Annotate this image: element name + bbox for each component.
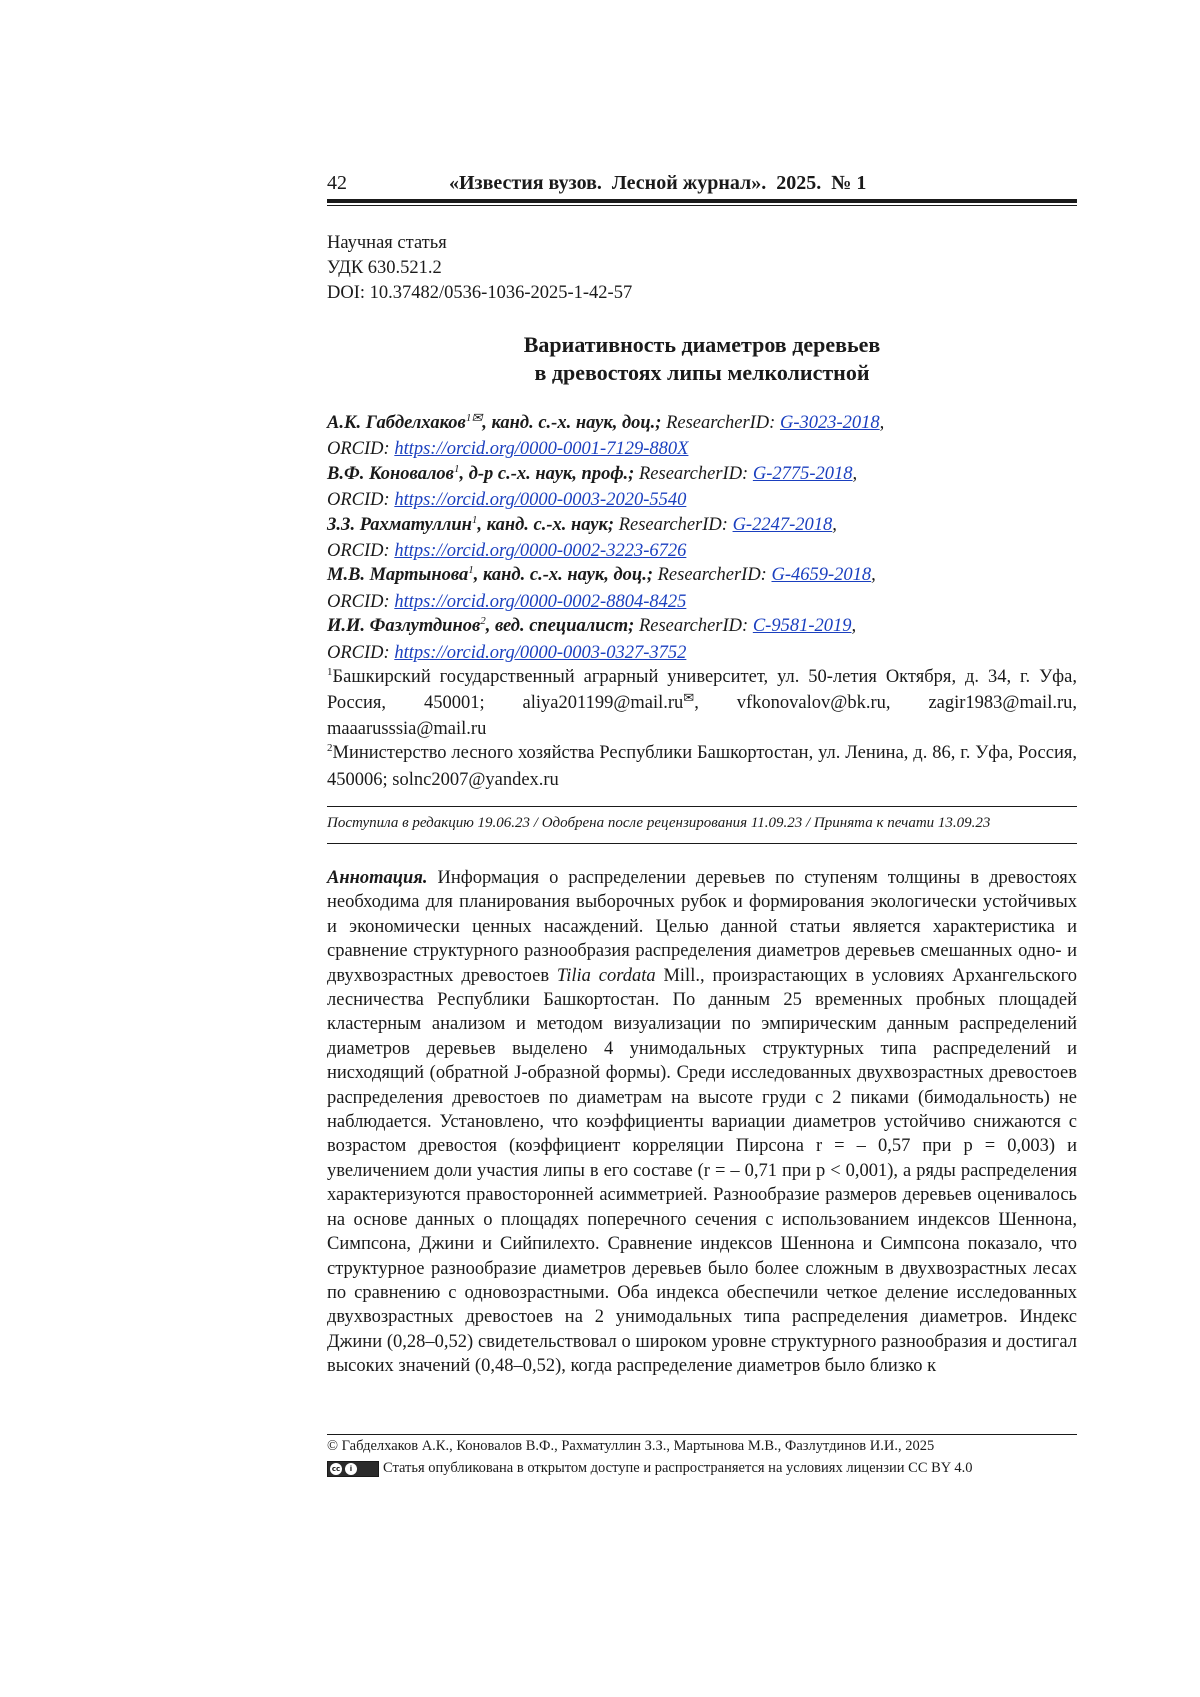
cc-by-icon: cc i — [327, 1461, 379, 1477]
species-name: Tilia cordata — [557, 966, 656, 986]
header-rule-thick — [327, 199, 1077, 203]
affiliation-emails: , vfkonovalov@bk.ru, zagir1983@mail.ru, maaarusssia@mail.ru — [327, 693, 1077, 738]
orcid-label: ORCID: — [327, 592, 394, 612]
affiliation-mark: 1 — [468, 564, 474, 576]
running-header — [327, 172, 1077, 198]
orcid-label: ORCID: — [327, 643, 394, 663]
envelope-icon: ✉ — [683, 690, 694, 705]
researcherid-link[interactable]: G-2775-2018 — [753, 464, 853, 484]
author-line: И.И. Фазлутдинов2, вед. специалист; ResearcherID: C-9581-2019, — [327, 614, 1077, 640]
affiliation-mark: 1 — [327, 666, 333, 678]
researcherid-label: ResearcherID: — [634, 616, 753, 636]
orcid-link[interactable]: https://orcid.org/0000-0002-3223-6726 — [394, 541, 686, 561]
orcid-link[interactable]: https://orcid.org/0000-0002-8804-8425 — [394, 592, 686, 612]
affiliation-mark: 1 — [454, 463, 460, 475]
orcid-line — [327, 437, 1077, 461]
author-line: В.Ф. Коновалов1, д-р с.-х. наук, проф.; ResearcherID: G-2775-2018, — [327, 462, 1077, 488]
title-line-1: Вариативность диаметров деревьев — [327, 331, 1077, 359]
orcid-line — [327, 488, 1077, 512]
abstract-text: Информация о распределении деревьев по ступеням толщины в древостоях необходима для планирования выборочных рубок и формирования экологически устойчивых и экономически ценных насаждений. Целью данной статьи является характеристика и сравнение структурного разнообразия распределения диаметров деревьев смешанных одно- и двухвозрастных древостоев — [327, 868, 1077, 986]
doi: DOI: 10.37482/0536-1036-2025-1-42-57 — [327, 281, 632, 306]
affiliation-text: Башкирский государственный аграрный университет, ул. 50-летия Октября, д. 34, г. Уфа, Россия, 450001; aliya201199@mail.ru — [327, 667, 1077, 713]
author-line: А.К. Габделхаков1✉, канд. с.-х. наук, доц.; ResearcherID: G-3023-2018, — [327, 411, 1077, 437]
page-number: 42 — [327, 172, 347, 195]
researcherid-link[interactable]: C-9581-2019 — [753, 616, 852, 636]
header-rule-thin — [327, 205, 1077, 206]
author-name: З.З. Рахматуллин — [327, 515, 472, 535]
article-meta — [327, 231, 632, 306]
authors-block — [327, 411, 1077, 792]
researcherid-label: ResearcherID: — [653, 565, 772, 585]
researcherid-link[interactable]: G-2247-2018 — [733, 515, 833, 535]
abstract-label: Аннотация. — [327, 868, 428, 888]
author-line: М.В. Мартынова1, канд. с.-х. наук, доц.; ResearcherID: G-4659-2018, — [327, 563, 1077, 589]
author-name: А.К. Габделхаков — [327, 413, 466, 433]
journal-title: «Известия вузов. Лесной журнал». 2025. № 1 — [449, 172, 866, 195]
author-degree: , канд. с.-х. наук, доц.; — [474, 565, 653, 585]
license-line — [327, 1460, 972, 1477]
envelope-icon: ✉ — [471, 410, 482, 425]
researcherid-label: ResearcherID: — [661, 413, 780, 433]
author-degree: , вед. специалист; — [486, 616, 635, 636]
affiliation-1 — [327, 665, 1077, 741]
author-line: З.З. Рахматуллин1, канд. с.-х. наук; ResearcherID: G-2247-2018, — [327, 513, 1077, 539]
abstract — [327, 866, 1077, 1379]
footer-rule — [327, 1434, 1077, 1435]
researcherid-link[interactable]: G-3023-2018 — [780, 413, 880, 433]
orcid-line — [327, 590, 1077, 614]
article-title — [327, 331, 1077, 387]
title-line-2: в древостоях липы мелколистной — [327, 359, 1077, 387]
article-type: Научная статья — [327, 231, 632, 256]
author-degree: , канд. с.-х. наук, доц.; — [482, 413, 661, 433]
author-degree: , канд. с.-х. наук; — [477, 515, 614, 535]
udc-code: УДК 630.521.2 — [327, 256, 632, 281]
affiliation-mark: 1 — [472, 514, 478, 526]
affiliation-mark: 2 — [480, 615, 486, 627]
orcid-line — [327, 641, 1077, 665]
affiliation-2 — [327, 741, 1077, 792]
orcid-label: ORCID: — [327, 490, 394, 510]
affiliation-text: Министерство лесного хозяйства Республики Башкортостан, ул. Ленина, д. 86, г. Уфа, Россия, 450006; solnc2007@yandex.ru — [327, 743, 1077, 789]
submission-dates: Поступила в редакцию 19.06.23 / Одобрена после рецензирования 11.09.23 / Принята к печати 13.09.23 — [327, 815, 1077, 832]
orcid-line — [327, 539, 1077, 563]
author-name: В.Ф. Коновалов — [327, 464, 454, 484]
orcid-link[interactable]: https://orcid.org/0000-0003-0327-3752 — [394, 643, 686, 663]
author-name: И.И. Фазлутдинов — [327, 616, 480, 636]
abstract-text: Mill., произрастающих в условиях Архангельского лесничества Республики Башкортостан. По данным 25 временных пробных площадей кластерным анализом и методом визуализации по эмпирическим данным распределений диаметров деревьев выделено 4 унимодальных структурных типа распределений и нисходящий (обратной J-образной формы). Среди исследованных двухвозрастных древостоев распределения древостоев по диаметрам на высоте груди с 2 пиками (бимодальность) не наблюдается. Установлено, что коэффициенты вариации диаметров устойчиво снижаются с возрастом древостоя (коэффициент корреляции Пирсона r = – 0,57 при p = 0,003) и увеличением доли участия липы в его составе (r = – 0,71 при p < 0,001), а ряды распределения характеризуются правосторонней асимметрией. Разнообразие размеров деревьев оценивалось на основе данных о площадях поперечного сечения с использованием индексов Шеннона, Симпсона, Джини и Сийпилехто. Сравнение индексов Шеннона и Симпсона показало, что структурное разнообразие диаметров деревьев было более сложным в двухвозрастных лесах по сравнению с одновозрастными. Оба индекса обеспечили четкое деление исследованных двухвозрастных древостоев на 2 унимодальных типа распределения диаметров. Индекс Джини (0,28–0,52) свидетельствовал о широком уровне структурного разнообразия и достигал высоких значений (0,48–0,52), когда распределение диаметров было близко к — [327, 966, 1077, 1377]
affiliation-mark: 2 — [327, 742, 333, 754]
dates-rule-top — [327, 806, 1077, 807]
orcid-link[interactable]: https://orcid.org/0000-0003-2020-5540 — [394, 490, 686, 510]
researcherid-label: ResearcherID: — [614, 515, 733, 535]
dates-rule-bottom — [327, 843, 1077, 844]
researcherid-label: ResearcherID: — [634, 464, 753, 484]
copyright-line: © Габделхаков А.К., Коновалов В.Ф., Рахматуллин З.З., Мартынова М.В., Фазлутдинов И.И., 2025 — [327, 1438, 934, 1455]
affiliation-mark: 1 — [466, 412, 472, 424]
orcid-label: ORCID: — [327, 541, 394, 561]
author-name: М.В. Мартынова — [327, 565, 468, 585]
license-text: Статья опубликована в открытом доступе и распространяется на условиях лицензии CC BY 4.0 — [383, 1460, 972, 1477]
author-degree: , д-р с.-х. наук, проф.; — [459, 464, 634, 484]
researcherid-link[interactable]: G-4659-2018 — [771, 565, 871, 585]
orcid-link[interactable]: https://orcid.org/0000-0001-7129-880X — [394, 439, 688, 459]
orcid-label: ORCID: — [327, 439, 394, 459]
